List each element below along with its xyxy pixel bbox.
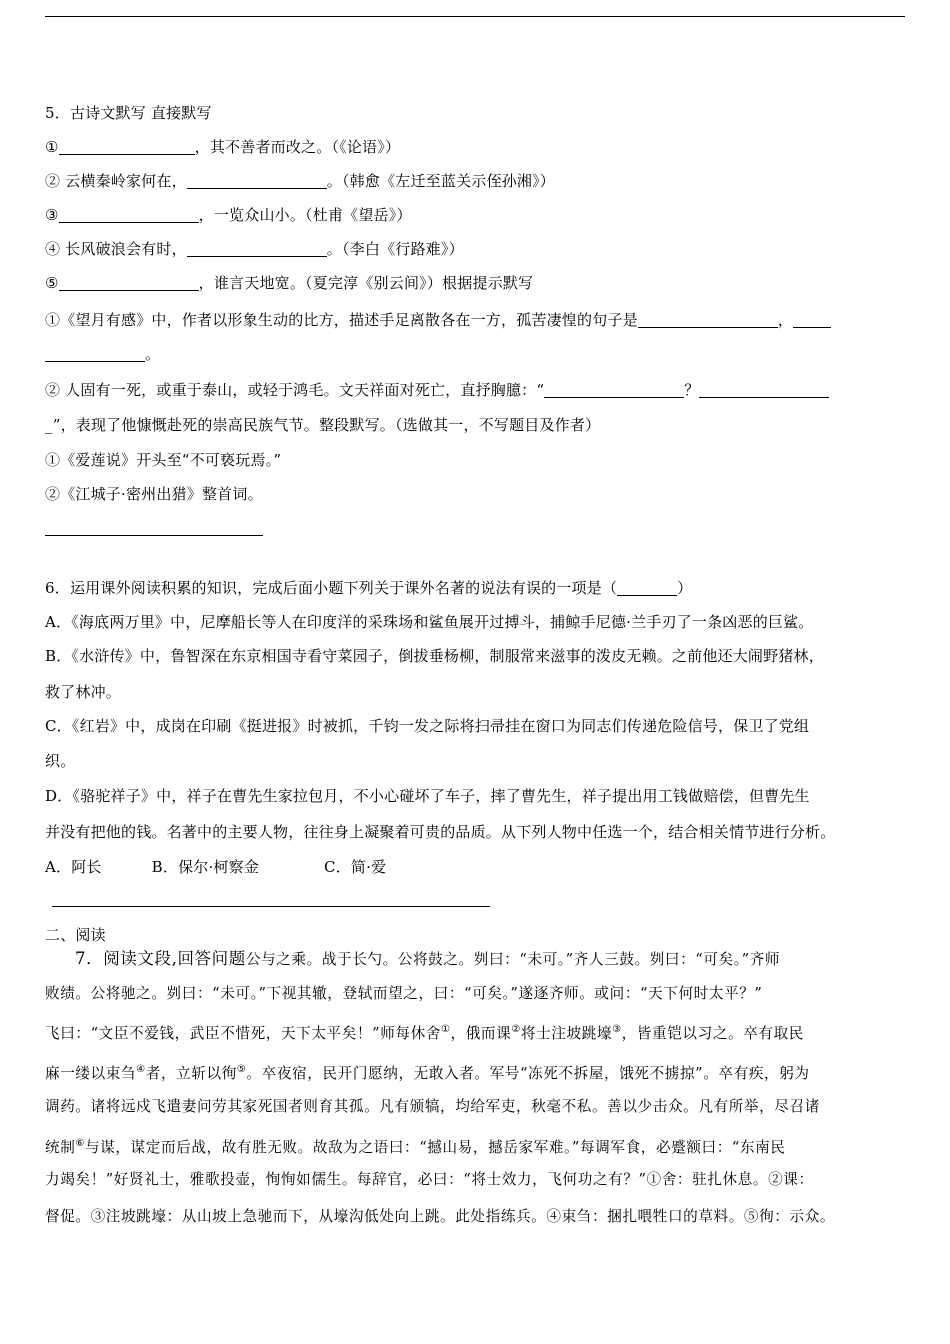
answer-blank[interactable]	[699, 381, 829, 398]
answer-blank[interactable]	[45, 345, 145, 362]
answer-blank[interactable]	[187, 172, 327, 189]
q6-title: 6．运用课外阅读积累的知识，完成后面小题下列关于课外名著的说法有误的一项是（ ）	[45, 579, 693, 597]
answer-blank[interactable]	[59, 138, 195, 155]
q5-prompt-2-cont: _”，表现了他慷慨赴死的崇高民族气节。整段默写。（选做其一，不写题目及作者）	[45, 416, 601, 434]
q7-line-8: 督促。③注坡跳壕：从山坡上急驰而下，从壕沟低处向上跳。此处指练兵。④束刍：捆扎喂牲口的草料。⑤徇：示众。	[45, 1208, 836, 1225]
q6-option-c: C．《红岩》中，成岗在印刷《挺进报》时被抓，千钧一发之际将扫帚挂在窗口为同志们传递危险信号，保卫了党组	[45, 717, 810, 735]
q6-option-b-cont: 救了林冲。	[45, 683, 122, 701]
q5-item-3: ③ ，一览众山小。（杜甫《望岳》）	[45, 206, 412, 224]
q5-prompt-1: ①《望月有感》中，作者以形象生动的比方，描述手足离散各在一方，孤苦凄惶的句子是 ，	[45, 310, 915, 330]
q7-line-7: 力竭矣！”好贤礼士，雅歌投壶，恂恂如儒生。每辞官，必曰：“将士效力，飞何功之有？”①舍：驻扎休息。②课：	[45, 1171, 814, 1188]
q5-prompt-2: ② 人固有一死，或重于泰山，或轻于鸿毛。文天祥面对死亡，直抒胸臆：“ ？	[45, 380, 915, 400]
q5-title: 5．古诗文默写 直接默写	[45, 104, 212, 122]
q6-option-d: D．《骆驼祥子》中，祥子在曹先生家拉包月，不小心碰坏了车子，摔了曹先生，祥子提出用工钱做赔偿，但曹先生	[45, 787, 810, 805]
q6-option-b: B．《水浒传》中，鲁智深在东京相国寺看守菜园子，倒拔垂杨柳，制服常来滋事的泼皮无赖。之前他还大闹野猪林，	[45, 647, 824, 665]
q7-line-2: 败绩。公将驰之。刿曰：“未可。”下视其辙，登轼而望之，曰：“可矣。”遂逐齐师。或问：“天下何时太平？”	[45, 985, 763, 1002]
q5-prompt-1-cont: 。	[45, 344, 915, 364]
q5-item-1: ① ，其不善者而改之。（《论语》）	[45, 138, 401, 156]
answer-blank[interactable]	[793, 311, 831, 328]
q7-line-4: 麻一缕以束刍④者，立斩以徇⑤。卒夜宿，民开门愿纳，无敢入者。军号“冻死不拆屋，饿死不掳掠”。卒有疾，躬为	[45, 1064, 810, 1082]
q5-item-2: ② 云横秦岭家何在， 。（韩愈《左迁至蓝关示侄孙湘》）	[45, 172, 555, 190]
answer-blank[interactable]	[59, 274, 199, 291]
q7-line-3: 飞曰：“文臣不爱钱，武臣不惜死，天下太平矣！”师每休舍①，俄而课②将士注坡跳壕③，皆重铠以习之。卒有取民	[45, 1024, 804, 1042]
q5-choice-1: ①《爱莲说》开头至“不可亵玩焉。”	[45, 451, 282, 469]
q6-character-options	[45, 857, 915, 877]
q7-title: 7．阅读文段,回答问题	[75, 949, 246, 968]
q6-option-d-cont: 并没有把他的钱。名著中的主要人物，往往身上凝聚着可贵的品质。从下列人物中任选一个，结合相关情节进行分析。	[45, 823, 836, 841]
q5-item-5: ⑤ ，谁言天地宽。（夏完淳《别云间》）根据提示默写	[45, 274, 534, 292]
character-option-a: A．阿长	[45, 858, 102, 876]
answer-blank[interactable]	[544, 381, 684, 398]
answer-blank[interactable]	[617, 579, 677, 596]
q6-option-a: A．《海底两万里》中，尼摩船长等人在印度洋的采珠场和鲨鱼展开过搏斗，捕鲸手尼德·兰手刃了一条凶恶的巨鲨。	[45, 613, 814, 631]
character-option-b: B．保尔·柯察金	[151, 858, 260, 876]
answer-line[interactable]	[52, 906, 490, 907]
q6-option-c-cont: 织。	[45, 752, 76, 770]
section-heading: 二、阅读	[45, 926, 106, 944]
q7-line-5: 调药。诸将远戍飞遣妻问劳其家死国者则育其孤。凡有颁犒，均给军吏，秋毫不私。善以少击众。凡有所举，尽召诸	[45, 1098, 820, 1115]
answer-blank[interactable]	[638, 311, 778, 328]
answer-blank[interactable]	[59, 206, 199, 223]
q7-line-6: 统制⑥与谋，谋定而后战，故有胜无败。故敌为之语曰：“撼山易，撼岳家军难。”每调军食，必蹙额曰：“东南民	[45, 1138, 786, 1156]
q5-choice-2: ②《江城子·密州出猎》整首词。	[45, 485, 263, 503]
q7-line-1: 7．阅读文段,回答问题公与之乘。战于长勺。公将鼓之。刿曰：“未可。”齐人三鼓。刿曰：“可矣。”齐师	[75, 949, 781, 968]
q5-item-4: ④ 长风破浪会有时， 。（李白《行路难》）	[45, 240, 464, 258]
top-divider	[45, 16, 905, 17]
character-option-c: C．简·爱	[324, 858, 387, 876]
answer-blank[interactable]	[187, 240, 327, 257]
answer-line[interactable]	[45, 535, 263, 536]
